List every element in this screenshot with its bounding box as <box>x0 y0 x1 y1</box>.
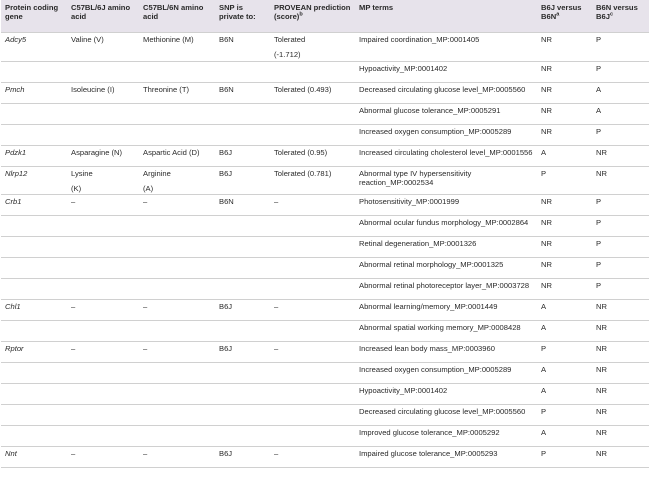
b6n-aa-cell: – <box>143 449 148 458</box>
b6j-aa-cell: – <box>71 344 76 353</box>
header-b6j-vs-b6n-footnote: a <box>556 11 560 18</box>
b6j-vs-b6n-cell: NR <box>541 260 552 269</box>
b6j-aa-cell: Valine (V) <box>71 35 104 44</box>
provean-cell <box>270 258 355 279</box>
b6j-aa-cell <box>67 384 139 405</box>
b6j-aa-cell: – <box>71 302 76 311</box>
header-mp-terms: MP terms <box>355 0 537 33</box>
b6n-vs-b6j-cell: NR <box>596 302 607 311</box>
gene-cell: Crb1 <box>5 197 22 206</box>
b6n-aa-cell: Methionine (M) <box>143 35 194 44</box>
gene-cell <box>1 103 67 124</box>
b6n-vs-b6j-cell: NR <box>596 147 607 157</box>
b6n-aa-cell <box>139 166 215 195</box>
gene-cell <box>1 279 67 300</box>
b6j-vs-b6n-cell: NR <box>541 126 552 136</box>
snp-cell <box>215 258 270 279</box>
b6n-aa-cell <box>139 124 215 145</box>
b6n-vs-b6j-cell: NR <box>596 365 607 374</box>
b6j-vs-b6n-cell: A <box>541 386 547 395</box>
b6n-vs-b6j-cell: P <box>596 197 602 206</box>
table-row <box>1 145 649 166</box>
b6n-aa-name: Arginine <box>143 168 171 178</box>
provean-cell <box>270 103 355 124</box>
snp-cell <box>215 279 270 300</box>
snp-cell <box>215 103 270 124</box>
provean-cell: – <box>274 302 279 311</box>
table-row <box>1 384 649 405</box>
b6n-aa-code: (A) <box>143 183 154 193</box>
provean-cell <box>270 61 355 82</box>
b6j-vs-b6n-cell: NR <box>541 218 552 227</box>
gene-cell: Adcy5 <box>5 35 27 44</box>
b6n-vs-b6j-cell: P <box>596 63 602 73</box>
b6j-aa-cell <box>67 363 139 384</box>
header-b6n-vs-b6j <box>592 0 649 33</box>
mp-term-cell: Improved glucose tolerance_MP:0005292 <box>359 428 500 437</box>
table-row <box>1 258 649 279</box>
b6j-vs-b6n-cell: NR <box>541 63 552 73</box>
snp-cell: B6J <box>219 168 233 178</box>
b6n-vs-b6j-cell: P <box>596 126 602 136</box>
b6j-vs-b6n-cell: P <box>541 168 547 178</box>
header-b6n-amino-acid: C57BL/6N amino acid <box>139 0 215 33</box>
gene-cell <box>1 426 67 447</box>
table-row <box>1 321 649 342</box>
gene-cell: Rptor <box>5 344 24 353</box>
provean-cell <box>270 33 355 62</box>
b6j-aa-cell <box>67 426 139 447</box>
table-row <box>1 103 649 124</box>
table-row <box>1 447 649 468</box>
snp-cell <box>215 384 270 405</box>
provean-cell <box>270 124 355 145</box>
provean-cell <box>270 321 355 342</box>
provean-cell <box>270 384 355 405</box>
snp-cell <box>215 321 270 342</box>
provean-cell <box>270 426 355 447</box>
mp-term-cell: Decreased circulating glucose level_MP:0005560 <box>359 407 526 416</box>
b6j-aa-name: Lysine <box>71 168 93 178</box>
snp-cell: B6N <box>219 84 234 94</box>
snp-phenotype-table <box>1 0 649 468</box>
b6j-vs-b6n-cell: P <box>541 449 547 458</box>
gene-cell <box>1 363 67 384</box>
gene-cell <box>1 237 67 258</box>
table-row <box>1 300 649 321</box>
table-row <box>1 363 649 384</box>
b6j-aa-cell <box>67 124 139 145</box>
b6j-aa-cell <box>67 166 139 195</box>
mp-term-cell: Abnormal retinal photoreceptor layer_MP:0003728 <box>359 281 530 290</box>
b6j-vs-b6n-cell: P <box>541 344 547 353</box>
b6j-aa-cell: Isoleucine (I) <box>71 84 115 94</box>
b6j-vs-b6n-cell: NR <box>541 84 552 94</box>
b6j-aa-cell <box>67 405 139 426</box>
b6n-vs-b6j-cell: NR <box>596 407 607 416</box>
b6j-aa-cell <box>67 237 139 258</box>
b6j-vs-b6n-cell: NR <box>541 35 552 44</box>
b6n-vs-b6j-cell: P <box>596 281 602 290</box>
gene-cell: Pmch <box>5 84 25 94</box>
mp-term-cell: Increased oxygen consumption_MP:0005289 <box>359 126 512 136</box>
mp-term-cell: Abnormal retinal morphology_MP:0001325 <box>359 260 504 269</box>
b6n-aa-cell: Aspartic Acid (D) <box>143 147 200 157</box>
b6n-vs-b6j-cell: A <box>596 84 602 94</box>
b6j-aa-code: (K) <box>71 183 82 193</box>
header-provean-text: PROVEAN prediction (score) <box>274 3 351 22</box>
table-row <box>1 33 649 62</box>
b6j-aa-cell <box>67 321 139 342</box>
snp-cell <box>215 124 270 145</box>
provean-cell <box>270 405 355 426</box>
snp-cell <box>215 405 270 426</box>
mp-term-cell: Increased circulating cholesterol level_MP:0001556 <box>359 147 533 157</box>
header-provean <box>270 0 355 33</box>
gene-cell: Chl1 <box>5 302 21 311</box>
gene-cell <box>1 405 67 426</box>
snp-cell <box>215 363 270 384</box>
table-row <box>1 124 649 145</box>
b6n-aa-cell <box>139 426 215 447</box>
b6n-aa-cell <box>139 103 215 124</box>
b6n-aa-cell <box>139 363 215 384</box>
b6j-aa-cell: – <box>71 197 76 206</box>
table-row <box>1 82 649 103</box>
b6n-aa-cell: – <box>143 197 148 206</box>
provean-cell <box>270 279 355 300</box>
b6j-aa-cell: Asparagine (N) <box>71 147 123 157</box>
b6n-aa-cell <box>139 61 215 82</box>
table-row <box>1 342 649 363</box>
b6n-vs-b6j-cell: NR <box>596 449 607 458</box>
header-b6n-vs-b6j-footnote: c <box>609 11 613 18</box>
b6n-vs-b6j-cell: NR <box>596 168 607 178</box>
b6n-aa-cell <box>139 405 215 426</box>
b6j-vs-b6n-cell: A <box>541 147 547 157</box>
b6j-aa-cell <box>67 279 139 300</box>
snp-cell: B6N <box>219 35 234 44</box>
snp-cell <box>215 426 270 447</box>
header-row <box>1 0 649 33</box>
header-gene: Protein coding gene <box>1 0 67 33</box>
b6n-aa-cell <box>139 321 215 342</box>
b6n-aa-cell <box>139 237 215 258</box>
snp-cell: B6N <box>219 197 234 206</box>
b6j-vs-b6n-cell: A <box>541 302 547 311</box>
b6n-aa-cell <box>139 384 215 405</box>
b6n-aa-cell: – <box>143 302 148 311</box>
mp-term-cell: Abnormal type IV hypersensitivity reaction_MP:0002534 <box>359 168 472 187</box>
b6j-vs-b6n-cell: NR <box>541 239 552 248</box>
mp-term-cell: Decreased circulating glucose level_MP:0005560 <box>359 84 526 94</box>
b6j-aa-cell <box>67 61 139 82</box>
b6n-aa-cell <box>139 279 215 300</box>
table-row <box>1 279 649 300</box>
table-row <box>1 195 649 216</box>
provean-cell: Tolerated (0.493) <box>274 84 332 94</box>
snp-cell: B6J <box>219 302 233 311</box>
table-row <box>1 61 649 82</box>
header-b6j-vs-b6n <box>537 0 592 33</box>
mp-term-cell: Retinal degeneration_MP:0001326 <box>359 239 477 248</box>
b6n-vs-b6j-cell: A <box>596 105 602 115</box>
provean-cell: – <box>274 344 279 353</box>
mp-term-cell: Increased lean body mass_MP:0003960 <box>359 344 495 353</box>
header-provean-footnote: b <box>299 11 303 18</box>
provean-score: (-1.712) <box>274 50 301 60</box>
gene-cell <box>1 258 67 279</box>
mp-term-cell: Increased oxygen consumption_MP:0005289 <box>359 365 512 374</box>
gene-cell <box>1 124 67 145</box>
mp-term-cell: Impaired coordination_MP:0001405 <box>359 35 480 44</box>
snp-cell <box>215 61 270 82</box>
header-b6n-vs-b6j-text: B6N versus B6J <box>596 3 638 22</box>
table-row <box>1 166 649 195</box>
gene-cell: Nnt <box>5 449 17 458</box>
b6n-aa-cell <box>139 258 215 279</box>
b6n-aa-cell <box>139 216 215 237</box>
provean-cell: – <box>274 449 279 458</box>
snp-cell <box>215 237 270 258</box>
mp-term-cell: Abnormal ocular fundus morphology_MP:0002864 <box>359 218 529 227</box>
header-b6j-vs-b6n-text: B6J versus B6N <box>541 3 582 22</box>
b6j-aa-cell: – <box>71 449 76 458</box>
b6n-vs-b6j-cell: NR <box>596 344 607 353</box>
snp-cell: B6J <box>219 147 233 157</box>
b6n-vs-b6j-cell: NR <box>596 323 607 332</box>
b6n-vs-b6j-cell: P <box>596 218 602 227</box>
b6n-vs-b6j-cell: P <box>596 35 602 44</box>
gene-cell: Pdzk1 <box>5 147 27 157</box>
snp-cell: B6J <box>219 344 233 353</box>
table-row <box>1 237 649 258</box>
header-snp-private: SNP is private to: <box>215 0 270 33</box>
provean-label: Tolerated <box>274 35 306 44</box>
b6j-vs-b6n-cell: NR <box>541 281 552 290</box>
b6n-aa-cell: – <box>143 344 148 353</box>
provean-cell <box>270 237 355 258</box>
gene-cell <box>1 384 67 405</box>
b6j-vs-b6n-cell: NR <box>541 105 552 115</box>
b6n-vs-b6j-cell: P <box>596 239 602 248</box>
snp-cell: B6J <box>219 449 233 458</box>
provean-cell: – <box>274 197 279 206</box>
b6j-vs-b6n-cell: A <box>541 323 547 332</box>
b6j-vs-b6n-cell: A <box>541 365 547 374</box>
table-row <box>1 426 649 447</box>
gene-cell <box>1 216 67 237</box>
mp-term-cell: Hypoactivity_MP:0001402 <box>359 63 448 73</box>
b6j-aa-cell <box>67 216 139 237</box>
mp-term-cell: Abnormal glucose tolerance_MP:0005291 <box>359 105 501 115</box>
b6j-vs-b6n-cell: P <box>541 407 547 416</box>
provean-cell <box>270 363 355 384</box>
snp-cell <box>215 216 270 237</box>
mp-term-cell: Abnormal learning/memory_MP:0001449 <box>359 302 498 311</box>
header-b6j-amino-acid: C57BL/6J amino acid <box>67 0 139 33</box>
b6n-vs-b6j-cell: NR <box>596 428 607 437</box>
gene-cell <box>1 321 67 342</box>
mp-term-cell: Photosensitivity_MP:0001999 <box>359 197 460 206</box>
provean-cell: Tolerated (0.781) <box>274 168 332 178</box>
mp-term-cell: Impaired glucose tolerance_MP:0005293 <box>359 449 498 458</box>
provean-cell: Tolerated (0.95) <box>274 147 328 157</box>
table-row <box>1 405 649 426</box>
b6j-aa-cell <box>67 258 139 279</box>
table-row <box>1 216 649 237</box>
b6n-vs-b6j-cell: P <box>596 260 602 269</box>
b6n-aa-cell: Threonine (T) <box>143 84 190 94</box>
provean-cell <box>270 216 355 237</box>
b6j-aa-cell <box>67 103 139 124</box>
b6j-vs-b6n-cell: A <box>541 428 547 437</box>
mp-term-cell: Hypoactivity_MP:0001402 <box>359 386 448 395</box>
mp-term-cell: Abnormal spatial working memory_MP:0008428 <box>359 323 521 332</box>
b6n-vs-b6j-cell: NR <box>596 386 607 395</box>
gene-cell: Nlrp12 <box>5 168 28 178</box>
gene-cell <box>1 61 67 82</box>
b6j-vs-b6n-cell: NR <box>541 197 552 206</box>
